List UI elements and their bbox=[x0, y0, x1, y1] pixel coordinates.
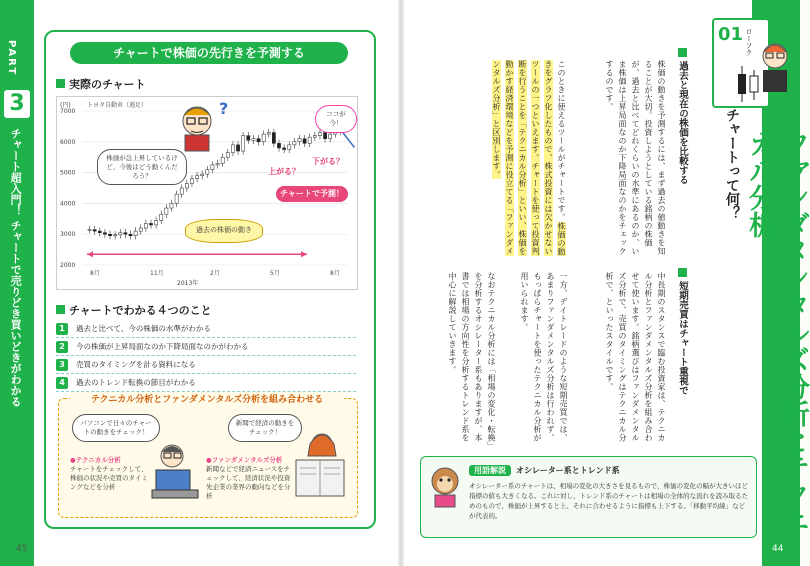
number-badge: 4 bbox=[56, 377, 68, 389]
candle-body bbox=[190, 179, 193, 184]
candle-body bbox=[211, 165, 214, 170]
number-badge: 2 bbox=[56, 341, 68, 353]
past-movement-bubble: 過去の株価の動き bbox=[185, 219, 263, 243]
candle-body bbox=[257, 139, 260, 142]
body-paragraph-2: このときに使えるツールがチャートです。株価の動きをグラフ化したもので、株式投資には欠かせないツールの一つといえます。チャートを使って投資判断を行うことを「テクニカル分析」といい、株価を動かす経済環境などを予測に役立てる「ファンダメンタルズ分析」と区別します。 bbox=[492, 60, 566, 256]
list-item-text: 過去のトレンド転換の節目がわかる bbox=[76, 378, 196, 387]
candle-body bbox=[283, 148, 286, 150]
x-tick-label: 8月 bbox=[330, 270, 340, 277]
investor-illustration bbox=[175, 101, 219, 153]
candle-body bbox=[272, 133, 275, 144]
mascot-illustration bbox=[755, 40, 795, 96]
candle-body bbox=[201, 174, 204, 176]
list-item bbox=[56, 374, 356, 392]
newspaper-speech-bubble: 新聞で経済の動きをチェック！ bbox=[228, 414, 302, 442]
list-item-text: 過去と比べて、今の株価の水準がわかる bbox=[76, 324, 211, 333]
candle-body bbox=[293, 142, 296, 145]
monkey-mascot-icon bbox=[427, 463, 463, 509]
candle-body bbox=[262, 134, 265, 142]
candle-body bbox=[231, 145, 234, 153]
x-tick-label: 8月 bbox=[90, 270, 100, 277]
candle-body bbox=[329, 134, 332, 139]
glossary-heading bbox=[469, 465, 620, 476]
book-gutter bbox=[398, 0, 404, 566]
square-bullet-icon bbox=[56, 305, 65, 314]
y-tick-label: 5000 bbox=[60, 169, 76, 177]
y-unit-label: (円) bbox=[60, 102, 71, 109]
candle-body bbox=[114, 235, 117, 236]
candle-body bbox=[124, 233, 127, 235]
chapter-title: チャート超入門！ チャートで売りどき買いどきがわかる bbox=[9, 128, 23, 407]
pc-speech-bubble: パソコンで日々のチャートの動きをチェック！ bbox=[72, 414, 160, 442]
x-tick-label: 11月 bbox=[150, 270, 164, 277]
candle-body bbox=[119, 233, 122, 235]
section-heading-chart: 実際のチャート bbox=[56, 76, 146, 92]
body-paragraph-3: 中長期のスタンスで臨む投資家は、テクニカル分析とファンダメンタルズ分析を組み合わせて使います。銘柄選びはファンダメンタルズ分析で、売買のタイミングはテクニカル分析で、といったスタイルです。 bbox=[605, 272, 666, 442]
list-item bbox=[56, 320, 356, 338]
candle-body bbox=[313, 136, 316, 138]
list-item bbox=[56, 338, 356, 356]
x-tick-label: 5月 bbox=[270, 270, 280, 277]
candle-body bbox=[129, 234, 132, 236]
list-item bbox=[56, 356, 356, 374]
candle-body bbox=[298, 139, 301, 142]
technical-analysis-body: チャートをチェックして、株価の状況や売買のタイミングなどを分析 bbox=[70, 465, 148, 492]
person-speech-bubble: 株価が急上昇しているけど、今後はどう動くんだろう？ bbox=[97, 149, 187, 185]
question-mark-icon: ? bbox=[219, 99, 229, 118]
pc-man-illustration bbox=[150, 440, 202, 506]
candle-body bbox=[267, 133, 270, 135]
fundamental-analysis-note bbox=[206, 456, 292, 501]
main-headline: ファンダメンタルズ分析とテクニカル分析 bbox=[744, 130, 809, 535]
body-paragraph-5: なおテクニカル分析には「相場の変化・転換」を分析するオシレーター系もありますが、本書では相場の方向性を分析するトレンド系を中心に解説していきます。 bbox=[448, 272, 496, 447]
candle-body bbox=[252, 139, 255, 141]
candle-body bbox=[216, 163, 219, 165]
candle-body bbox=[226, 153, 229, 158]
arrow-head-left-icon bbox=[87, 251, 93, 257]
y-tick-label: 3000 bbox=[60, 231, 76, 239]
page-number-right: 44 bbox=[772, 544, 784, 554]
body-paragraph-1: 株価の動きを予測するには、まず過去の値動きを知ることが大切。投資しようとしている銘柄の株価が、過去と比べてどれくらいの水準にあるのか、いま株価は上昇局面なのか下降局面なのかをチェックするのです。 bbox=[605, 60, 666, 256]
candle-body bbox=[288, 145, 291, 150]
candle-body bbox=[323, 133, 326, 139]
number-badge: 1 bbox=[56, 323, 68, 335]
glossary-title: オシレーター系とトレンド系 bbox=[516, 466, 620, 475]
technical-analysis-heading: ●テクニカル分析 bbox=[70, 456, 121, 464]
chart-name-label: トヨタ自動車（週足） bbox=[87, 102, 148, 109]
combo-title: テクニカル分析とファンダメンタルズ分析を組み合わせる bbox=[70, 392, 344, 405]
down-label: 下がる？ bbox=[312, 157, 344, 166]
part-label: PART bbox=[6, 40, 17, 77]
number-badge: 3 bbox=[56, 359, 68, 371]
page-title: チャートで株価の先行きを予測する bbox=[70, 42, 348, 64]
candle-body bbox=[149, 223, 152, 225]
candle-body bbox=[180, 188, 183, 194]
candle-body bbox=[242, 136, 245, 151]
kicker-text: チャートって何？ bbox=[724, 108, 740, 220]
candle-body bbox=[221, 157, 224, 163]
y-tick-label: 6000 bbox=[60, 138, 76, 146]
list-item-text: 今の株価が上昇局面なのか下降局面なのかがわかる bbox=[76, 342, 249, 351]
candle-body bbox=[247, 136, 250, 141]
square-bullet-icon bbox=[56, 79, 65, 88]
up-label: 上がる？ bbox=[268, 167, 300, 176]
fundamental-analysis-body: 新聞などで経済ニュースをチェックして、経済状況や投資先企業の業界の動向などを分析 bbox=[206, 465, 291, 501]
square-bullet-icon bbox=[678, 268, 687, 277]
candle-body bbox=[206, 170, 209, 175]
candle-body bbox=[93, 230, 96, 232]
candle-body bbox=[277, 143, 280, 148]
candle-body bbox=[165, 208, 168, 214]
subheading-1: 過去と現在の株価を比較する bbox=[675, 48, 689, 185]
four-points-list bbox=[56, 320, 356, 392]
candle-body bbox=[134, 231, 137, 236]
square-bullet-icon bbox=[678, 48, 687, 57]
candle-body bbox=[155, 220, 158, 225]
candle-body bbox=[139, 228, 142, 231]
glossary-box bbox=[420, 456, 757, 538]
candle-body bbox=[170, 203, 173, 208]
y-tick-label: 7000 bbox=[60, 108, 76, 115]
fundamental-analysis-heading: ●ファンダメンタルズ分析 bbox=[206, 456, 283, 464]
prediction-callout bbox=[268, 156, 348, 210]
technical-analysis-note bbox=[70, 456, 148, 492]
candle-body bbox=[308, 137, 311, 143]
subheading-2: 短期売買はチャート重視で bbox=[675, 268, 689, 395]
candle-body bbox=[303, 139, 306, 144]
list-item-text: 売買のタイミングを計る資料になる bbox=[76, 360, 196, 369]
page-number-left: 45 bbox=[16, 544, 28, 554]
candle-body bbox=[103, 233, 106, 235]
now-bubble: ココが今！ bbox=[315, 105, 357, 133]
part-number: 3 bbox=[4, 90, 30, 118]
predict-tag: チャートで予測！ bbox=[276, 186, 348, 202]
candle-body bbox=[88, 230, 91, 231]
glossary-body: オシレーター系のチャートは、相場の変化の大きさを見るもので、株価の変化の幅が大きいほど指標の値も大きくなる。これに対し、トレンド系のチャートは相場の全体的な流れを読み取るためのもので、株価が上昇すると上、それに合わせるように指標も上下する。「移動平均線」などが代表的。 bbox=[469, 482, 749, 521]
glossary-badge: 用語解説 bbox=[469, 465, 511, 476]
newspaper-woman-illustration bbox=[292, 430, 350, 510]
x-year-label: 2013年 bbox=[177, 280, 199, 287]
y-tick-label: 2000 bbox=[60, 262, 76, 269]
body-paragraph-4: 一方、デイトレードのような短期売買では、あまりファンダメンタルズ分析は行われず、もっぱらチャートを使ったテクニカル分析が用いられます。 bbox=[520, 272, 568, 442]
x-tick-label: 2月 bbox=[210, 270, 220, 277]
candle-body bbox=[160, 214, 163, 220]
part-side-tab bbox=[0, 0, 34, 566]
lesson-number: 01 bbox=[718, 24, 744, 45]
y-tick-label: 4000 bbox=[60, 200, 76, 208]
candle-body bbox=[236, 145, 239, 151]
lesson-tag: ローソク bbox=[745, 28, 753, 56]
section-heading-list: チャートでわかる４つのこと bbox=[56, 302, 212, 318]
candle-body bbox=[185, 183, 188, 188]
candle-body bbox=[318, 133, 321, 136]
candle-body bbox=[175, 194, 178, 203]
candle-body bbox=[195, 176, 198, 179]
arrow-head-right-icon bbox=[301, 251, 307, 257]
candle-body bbox=[98, 231, 101, 233]
candle-body bbox=[108, 234, 111, 236]
candle-body bbox=[144, 223, 147, 228]
